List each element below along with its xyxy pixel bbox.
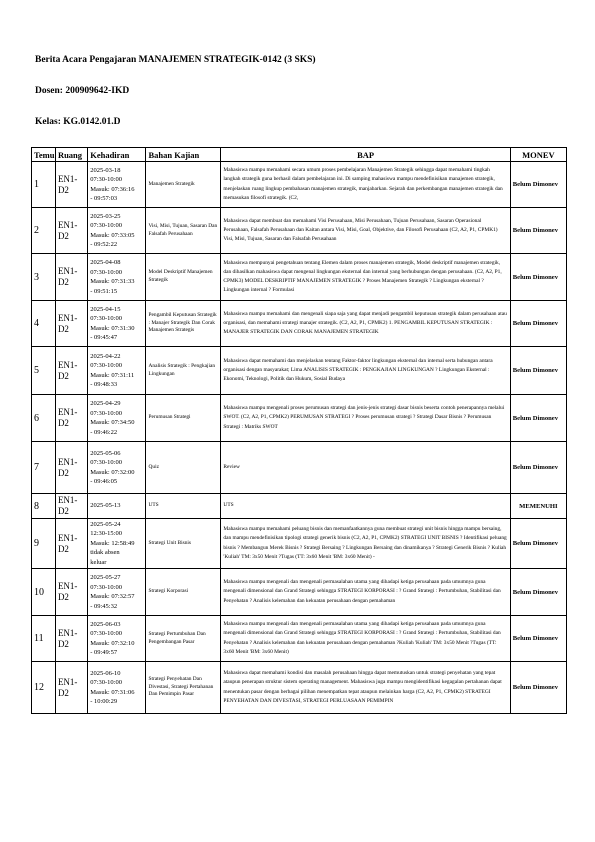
cell-bap: Mahasiswa dapat membuat dan memahami Visi Perusahaan, Misi Perusahaan, Tujuan Perusahaan, Sasaran Operasional Perusahaan, Falsafah Perusahaan dan Kaitan antara Visi, Misi, Goal, Objektive, dan Filosofi Perusahaan (C2, A2, P1, CPMK1) Visi, Misi, Tujuan, Sasaran dan Falsafah Perusahaan	[221, 208, 510, 254]
cell-kehadiran	[88, 347, 146, 395]
table-row	[32, 208, 567, 254]
cell-temu: 1	[32, 162, 56, 208]
attendance-line: tidak absen	[90, 549, 120, 557]
cell-monev: Belum Dimonev	[510, 254, 566, 301]
attendance-line: 2025-04-15	[90, 305, 121, 313]
attendance-line: 2025-06-03	[90, 620, 121, 628]
attendance-line: - 09:45:47	[90, 334, 118, 341]
cell-temu: 3	[32, 254, 56, 301]
table-row	[32, 494, 567, 519]
cell-kehadiran	[88, 254, 146, 301]
attendance-line: 07:30-10:00	[90, 679, 122, 686]
cell-bap: Mahasiswa mampu mengenali dan mengenali permasalahan utama yang dihadapi ketiga perusahaan pada umumnya guna mengenali dimensional dan Grand Strategi sehingga STRATEGI KORPORASI : ? Grand Strategi : Pertumbuhan, Stabilitasi dan Penyehatan ? Analisis kelemahan dan kekuatan perusahaan dengan pemahaman	[221, 569, 510, 616]
cell-bap: UTS	[221, 494, 510, 519]
cell-kehadiran	[88, 395, 146, 442]
cell-monev: Belum Dimonev	[510, 662, 566, 714]
cell-bahan-kajian: Analisis Strategik : Pengkajian Lingkungan	[146, 347, 221, 395]
cell-kehadiran	[88, 208, 146, 254]
table-row	[32, 616, 567, 662]
cell-temu: 7	[32, 442, 56, 494]
attendance-line: Masuk: 07:31:30	[90, 324, 135, 332]
attendance-line: 2025-04-22	[90, 352, 121, 360]
attendance-line: 07:30-10:00	[90, 459, 122, 466]
attendance-line: - 09:48:33	[90, 381, 118, 388]
cell-monev: MEMENUHI	[510, 494, 566, 519]
attendance-line: 2025-03-25	[90, 212, 121, 220]
table-row	[32, 162, 567, 208]
cell-temu: 10	[32, 569, 56, 616]
attendance-line: 2025-03-18	[90, 166, 121, 174]
attendance-line: Masuk: 07:31:33	[90, 278, 135, 285]
cell-ruang: EN1-D2	[55, 616, 87, 662]
column-header-temu: Temu	[32, 148, 56, 162]
attendance-line: - 09:51:15	[90, 287, 118, 295]
cell-kehadiran	[88, 162, 146, 208]
cell-bahan-kajian: UTS	[146, 494, 221, 519]
cell-ruang: EN1-D2	[55, 395, 87, 442]
column-header-bahan-kajian: Bahan Kajian	[146, 148, 221, 162]
cell-bap: Mahasiswa mampu mengenali proses perumusan strategi dan jenis-jenis strategi dasar bisnis beserta contoh penerapannya melalui SWOT. (C2, A2, P1, CPMK2) PERUMUSAN STRATEGI ? Proses perumusan strategi ? Strategi Dasar Bisnis ? Perumusan Strategi : Matriks SWOT	[221, 395, 510, 442]
cell-bap: Mahasiswa mampu memahami dan mengenali siapa saja yang dapat menjadi pengambil keputusan strategik dalam perusahaan atau organisasi, dan memahami strategi manajer strategik. (C2, A2, P1, CPMK2) 1. PENGAMBIL KEPUTUSAN STRATEGIK : MANAJER STRATEGIK DAN CORAK MANAJEMEN STRATEGIK	[221, 301, 510, 347]
attendance-line: 07:30-10:00	[90, 409, 122, 417]
attendance-line: Masuk: 12:58:49	[90, 539, 135, 547]
cell-monev: Belum Dimonev	[510, 616, 566, 662]
cell-ruang: EN1-D2	[55, 208, 87, 254]
attendance-line: 2025-06-10	[90, 669, 121, 677]
class-line: Kelas: KG.0142.01.D	[35, 117, 121, 127]
attendance-line: Masuk: 07:34:50	[90, 419, 135, 426]
cell-temu: 2	[32, 208, 56, 254]
attendance-line: 07:30-10:00	[90, 362, 122, 369]
cell-monev: Belum Dimonev	[510, 301, 566, 347]
attendance-line: 07:30-10:00	[90, 268, 122, 276]
cell-bap: Mahasiswa mampu memahami peluang bisnis dan memanfaatkannya guna membuat strategi unit bisnis hingga mampu bersaing, dan mampu mendefinisikan tipologi strategi generik bisnis (C2, A2, P1, CPMK2) STRATEGI UNIT BISNIS ? Identifikasi peluang bisnis ? Membangun Merek Bisnis ? Strategi Bersaing ? Lingkungan Bersaing dan dinamikanya ? Strategi Generik Bisnis ? Kuliah 'Kuliah' TM: 3x50 Menit ?Tugas (TT: 3x60 Menit 'BM: 3x60 Menit) -	[221, 519, 510, 569]
attendance-line: 12:30-15:00	[90, 530, 122, 538]
cell-temu: 6	[32, 395, 56, 442]
attendance-line: 2025-05-06	[90, 449, 121, 457]
cell-monev: Belum Dimonev	[510, 569, 566, 616]
attendance-line: Masuk: 07:36:16	[90, 185, 135, 193]
cell-ruang: EN1-D2	[55, 301, 87, 347]
cell-bahan-kajian: Strategi Penyehatan Dan Divestasi, Strategi Pertahanan Dan Pemimpin Pasar	[146, 662, 221, 714]
cell-kehadiran	[88, 442, 146, 494]
cell-monev: Belum Dimonev	[510, 519, 566, 569]
attendance-line: Masuk: 07:32:00	[90, 468, 135, 476]
attendance-line: - 09:49:57	[90, 649, 118, 656]
cell-monev: Belum Dimonev	[510, 442, 566, 494]
table-row	[32, 442, 567, 494]
table-row	[32, 662, 567, 714]
attendance-line: - 09:46:22	[90, 428, 118, 436]
table-header-row	[32, 148, 567, 162]
cell-bap: Review	[221, 442, 510, 494]
attendance-line: 2025-04-08	[90, 259, 121, 266]
column-header-kehadiran: Kehadiran	[88, 148, 146, 162]
cell-bahan-kajian: Pengambil Keputusan Strategik : Manajer Strategik Dan Corak Manajemen Strategis	[146, 301, 221, 347]
cell-ruang: EN1-D2	[55, 662, 87, 714]
cell-bahan-kajian: Manajemen Strategik	[146, 162, 221, 208]
cell-bahan-kajian: Visi, Misi, Tujuan, Sasaran Dan Falsafah Perusahaan	[146, 208, 221, 254]
cell-bahan-kajian: Strategi Korporasi	[146, 569, 221, 616]
attendance-line: - 09:45:32	[90, 602, 118, 610]
attendance-line: Masuk: 07:32:57	[90, 593, 135, 600]
cell-monev: Belum Dimonev	[510, 162, 566, 208]
column-header-monev: MONEV	[510, 148, 566, 162]
table-row	[32, 395, 567, 442]
column-header-bap: BAP	[221, 148, 510, 162]
attendance-line: 07:30-10:00	[90, 176, 122, 183]
table-row	[32, 254, 567, 301]
attendance-line: - 10:00:29	[90, 698, 118, 705]
cell-temu: 9	[32, 519, 56, 569]
lecturer-line: Dosen: 200909642-IKD	[35, 86, 130, 96]
cell-kehadiran	[88, 494, 146, 519]
cell-kehadiran	[88, 662, 146, 714]
attendance-line: - 09:46:05	[90, 478, 118, 485]
cell-ruang: EN1-D2	[55, 519, 87, 569]
cell-ruang: EN1-D2	[55, 442, 87, 494]
attendance-line: Masuk: 07:32:10	[90, 639, 135, 647]
attendance-line: Masuk: 07:33:05	[90, 231, 135, 239]
cell-ruang: EN1-D2	[55, 254, 87, 301]
cell-bahan-kajian: Strategi Unit Bisnis	[146, 519, 221, 569]
cell-monev: Belum Dimonev	[510, 347, 566, 395]
cell-kehadiran	[88, 616, 146, 662]
cell-temu: 11	[32, 616, 56, 662]
cell-ruang: EN1-D2	[55, 494, 87, 519]
attendance-line: keluar	[90, 558, 107, 566]
cell-kehadiran	[88, 301, 146, 347]
attendance-line: - 09:52:22	[90, 241, 118, 248]
cell-ruang: EN1-D2	[55, 569, 87, 616]
attendance-line: 07:30-10:00	[90, 315, 122, 322]
cell-bap: Mahasiswa mempunyai pengetahuan tentang Elemen dalam proses manajemen strategik, Model deskriptif manajemen strategik, dan dihasilkan mahasiswa dapat mengenal lingkungan eksternal dan internal yang berhubungan dengan perusahaan. (C2, A2, P1, CPMK3) MODEL DESKRIPTIF MANAJEMEN STRATEGIK ? Proses Manajemen Strategik ? Lingkungan eksternal ? Lingkungan internal ? Formulasi	[221, 254, 510, 301]
attendance-line: 07:30-10:00	[90, 583, 122, 591]
cell-bap: Mahasiswa dapat memahami dan menjelaskan tentang Faktor-faktor lingkungan eksternal dan internal serta hubungan antara organisasi dengan masyarakat; Lima ANALISIS STRATEGIK : PENGKAJIAN LINGKUNGAN ? Lingkungan Eksternal : Ekonomi, Teknologi, Politik dan Hukum, Sosial Budaya	[221, 347, 510, 395]
attendance-line: 2025-05-27	[90, 574, 121, 581]
cell-ruang: EN1-D2	[55, 347, 87, 395]
cell-bahan-kajian: Model Deskriptif Manajemen Strategik	[146, 254, 221, 301]
attendance-line: 07:30-10:00	[90, 630, 122, 637]
bap-table	[31, 147, 567, 714]
attendance-line: 2025-05-24	[90, 520, 121, 528]
cell-kehadiran	[88, 569, 146, 616]
cell-monev: Belum Dimonev	[510, 208, 566, 254]
cell-temu: 8	[32, 494, 56, 519]
cell-monev: Belum Dimonev	[510, 395, 566, 442]
cell-bahan-kajian: Perumusan Strategi	[146, 395, 221, 442]
cell-temu: 12	[32, 662, 56, 714]
cell-bap: Mahasiswa mampu memahami secara umum proses pembelajaran Manajemen Strategik sehingga dapat memahami tingkah langkah strategik guna berhasil dalam pembelajaran ini. Di samping mahasiswa mampu mendefinisikan manajemen strategik, menjelaskan ruang lingkup pembahasan manajemen strategik, manjabarkan. Sejarah dan perkembangan manajemen strategik dan memasukan filosofi strategik. (C2,	[221, 162, 510, 208]
cell-bap: Mahasiswa dapat memahami kondisi dan masalah perusahaan hingga dapat memutuskan untuk strategi penyehatan yang tepat ataupun penerapan struktur sistem operating management. Mahasiswa juga mampu mengidentifikasi kegagalan pertahanan dapat menentukan pasar dengan berbagai pilihan menempatkan tepat ataupun melainkan harga (C2, A2, P1, CPMK2) STRATEGI PENYEHATAN DAN DIVESTASI, STRATEGI PERLUASAAN PEMIMPIN	[221, 662, 510, 714]
cell-temu: 4	[32, 301, 56, 347]
table-row	[32, 569, 567, 616]
attendance-line: Masuk: 07:31:11	[90, 371, 135, 379]
table-row	[32, 347, 567, 395]
cell-bahan-kajian: Quiz	[146, 442, 221, 494]
attendance-line: 07:30-10:00	[90, 222, 122, 229]
document-title: Berita Acara Pengajaran MANAJEMEN STRATEGIK-0142 (3 SKS)	[35, 55, 316, 65]
table-row	[32, 301, 567, 347]
attendance-line: 2025-05-13	[90, 502, 121, 510]
attendance-line: - 09:57:03	[90, 195, 118, 202]
cell-kehadiran	[88, 519, 146, 569]
table-row	[32, 519, 567, 569]
attendance-line: 2025-04-29	[90, 400, 121, 407]
table-body	[32, 162, 567, 714]
column-header-ruang: Ruang	[55, 148, 87, 162]
cell-temu: 5	[32, 347, 56, 395]
attendance-line: Masuk: 07:31:06	[90, 688, 135, 696]
cell-bahan-kajian: Strategi Pertumbuhan Dan Pengembangan Pasar	[146, 616, 221, 662]
cell-ruang: EN1-D2	[55, 162, 87, 208]
cell-bap: Mahasiswa mampu mengenali dan mengenali permasalahan utama yang dihadapi ketiga perusahaan pada umumnya guna mengenali dimensional dan Grand Strategi sehingga STRATEGI KORPORASI : ? Grand Strategi : Pertumbuhan, Stabilitasi dan Penyehatan ? Analisis kelemahan dan kekuatan perusahaan dengan pemahaman ?Kuliah 'Kuliah' TM: 3x50 Menit ?Tugas (TT: 3x60 Menit 'BM: 3x60 Menit)	[221, 616, 510, 662]
